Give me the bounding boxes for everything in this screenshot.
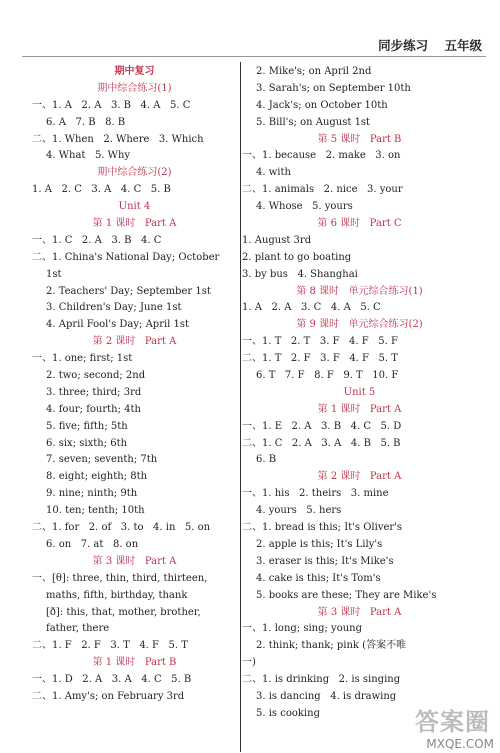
section-heading: 期中综合练习(2) (97, 167, 172, 179)
answer-line: 一、1. one; first; 1st (32, 353, 133, 365)
answer-line: 3. by bus 4. Shanghai (242, 268, 358, 280)
answer-line: 5. is cooking (256, 707, 320, 719)
answer-line: 一、1. because 2. make 3. on (242, 150, 401, 162)
section-heading: Unit 4 (118, 201, 151, 213)
answer-line: 4. four; fourth; 4th (46, 403, 141, 415)
answer-line: 5. five; fifth; 5th (46, 420, 128, 432)
answer-line: 一、1. his 2. theirs 3. mine (242, 488, 389, 500)
answer-line: 4. April Fool's Day; April 1st (46, 319, 190, 331)
answer-line: 4. cake is this; It's Tom's (256, 572, 381, 584)
answer-line: 二、1. F 2. F 3. T 4. F 5. T (32, 640, 188, 652)
answer-line: 一、1. long; sing; young (242, 623, 362, 635)
answer-line: 7. seven; seventh; 7th (46, 454, 158, 466)
answer-line: 6. six; sixth; 6th (46, 437, 128, 449)
answer-line: 5. Bill's; on August 1st (256, 116, 371, 128)
section-heading: 第 6 课时 Part C (317, 218, 402, 230)
answer-line: 二、1. bread is this; It's Oliver's (242, 522, 403, 534)
answer-line: 2. plant to go boating (242, 251, 352, 263)
answer-line: 2. Teachers' Day; September 1st (46, 285, 211, 297)
section-heading: Unit 5 (343, 386, 376, 398)
answer-line: 一、1. A 2. A 3. B 4. A 5. C (32, 99, 191, 111)
answer-line: 3. eraser is this; It's Mike's (256, 555, 394, 567)
answer-line: 3. Children's Day; June 1st (46, 302, 182, 314)
answer-line: 1. A 2. C 3. A 4. C 5. B (32, 184, 171, 196)
right-column (242, 64, 477, 723)
section-heading: 第 8 课时 单元综合练习(1) (296, 285, 423, 297)
answer-line: 2. Mike's; on April 2nd (256, 66, 372, 77)
answer-line: 1st (46, 268, 62, 280)
answer-line: 一) (242, 657, 256, 669)
answer-line: 一、[θ]: three, thin, third, thirteen, (32, 572, 208, 584)
section-heading: 第 9 课时 单元综合练习(2) (296, 319, 423, 331)
left-column (32, 64, 237, 706)
section-heading: 第 3 课时 Part A (317, 606, 402, 618)
answer-line: [ð]: this, that, mother, brother, (46, 606, 201, 618)
answer-line: 一、1. D 2. A 3. A 4. C 5. B (32, 674, 192, 686)
answer-line: 二、1. animals 2. nice 3. your (242, 184, 403, 196)
answer-line: 4. with (256, 167, 291, 179)
section-heading: 第 1 课时 Part A (92, 218, 177, 230)
answer-line: 3. Sarah's; on September 10th (256, 82, 411, 94)
answer-line: 二、1. T 2. F 3. F 4. F 5. T (242, 353, 398, 365)
answer-line: 9. nine; ninth; 9th (46, 488, 138, 500)
answer-line: 2. think; thank; pink (答案不唯 (256, 640, 407, 652)
answer-line: father, there (46, 623, 110, 635)
answer-line: 4. What 5. Why (46, 150, 131, 162)
section-heading: 第 1 课时 Part A (317, 403, 402, 415)
answer-line: 5. books are these; They are Mike's (256, 589, 437, 601)
answer-line: 10. ten; tenth; 10th (46, 505, 145, 517)
answer-line: 1. A 2. A 3. C 4. A 5. C (242, 302, 381, 314)
grade-label: 五年级 (444, 38, 482, 53)
answer-line: 6. B (256, 454, 277, 466)
section-heading: 期中综合练习(1) (97, 82, 172, 94)
answer-line: 二、1. When 2. Where 3. Which (32, 133, 204, 145)
answer-line: 8. eight; eighth; 8th (46, 471, 148, 483)
section-heading: 第 1 课时 Part B (92, 657, 177, 669)
watermark-url: MXQE.COM (426, 737, 494, 751)
section-heading: 第 2 课时 Part A (92, 336, 177, 348)
section-heading: 第 2 课时 Part A (317, 471, 402, 483)
answer-line: 2. two; second; 2nd (46, 370, 146, 382)
answer-line: 4. Jack's; on October 10th (256, 99, 388, 111)
answer-line: 二、1. C 2. A 3. A 4. B 5. B (242, 437, 401, 449)
answer-line: 3. is dancing 4. is drawing (256, 690, 397, 702)
answer-line: 一、1. T 2. T 3. F 4. F 5. F (242, 336, 398, 348)
page-header (366, 36, 482, 54)
answer-line: 6. T 7. F 8. F 9. T 10. F (256, 370, 399, 382)
answer-line: 1. August 3rd (242, 234, 312, 246)
section-heading: 第 3 课时 Part A (92, 555, 177, 567)
answer-line: 一、1. C 2. A 3. B 4. C (32, 234, 162, 246)
answer-line: 4. Whose 5. yours (256, 201, 353, 213)
answer-line: 6. on 7. at 8. on (46, 538, 139, 550)
answer-line: 6. A 7. B 8. B (46, 116, 126, 128)
column-divider (240, 62, 241, 752)
answer-line: 4. yours 5. hers (256, 505, 342, 517)
answer-line: 3. three; third; 3rd (46, 386, 142, 398)
section-heading: 期中复习 (114, 66, 155, 77)
answer-line: 2. apple is this; It's Lily's (256, 538, 383, 550)
watermark-logo-text: 答案圈 (415, 708, 490, 736)
answer-line: 二、1. for 2. of 3. to 4. in 5. on (32, 522, 211, 534)
answer-line: 二、1. is drinking 2. is singing (242, 674, 401, 686)
book-title: 同步练习 (378, 38, 429, 53)
answer-line: 二、1. Amy's; on February 3rd (32, 690, 185, 702)
section-heading: 第 5 课时 Part B (317, 133, 402, 145)
answer-line: maths, fifth, birthday, thank (46, 589, 188, 601)
answer-line: 二、1. China's National Day; October (32, 251, 220, 263)
header-divider (22, 56, 486, 57)
answer-line: 一、1. E 2. A 3. B 4. C 5. D (242, 420, 402, 432)
